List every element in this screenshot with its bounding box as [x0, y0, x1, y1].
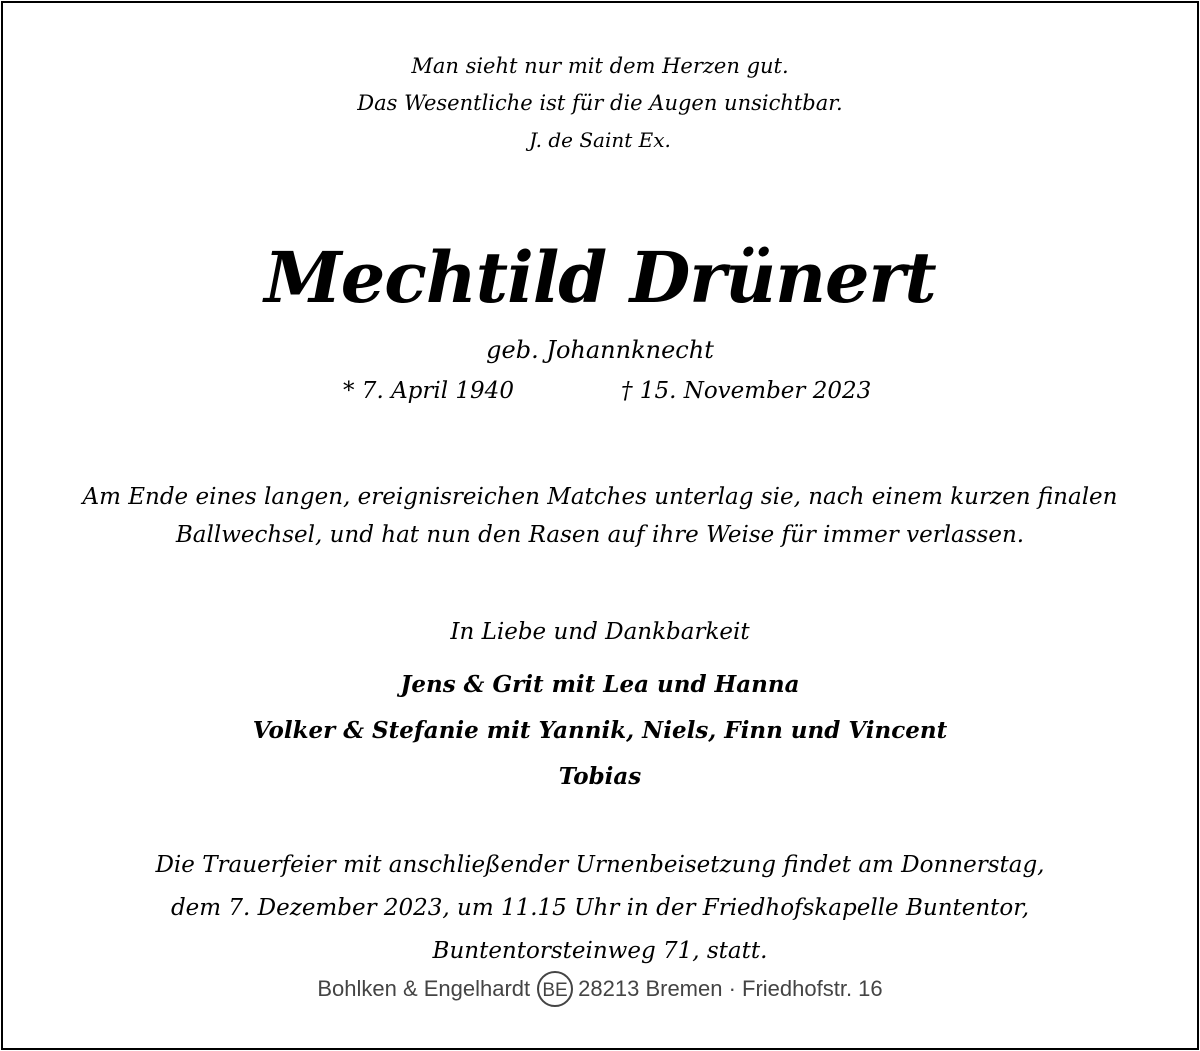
- undertaker-name: Bohlken & Engelhardt: [317, 976, 531, 1001]
- quote: [3, 48, 1197, 159]
- quote-line-1: Man sieht nur mit dem Herzen gut.: [411, 54, 789, 78]
- memorial-message: [3, 478, 1197, 554]
- memorial-message-line-2: Ballwechsel, und hat nun den Rasen auf ihre Weise für immer verlassen.: [175, 522, 1025, 548]
- quote-author: J. de Saint Ex.: [529, 128, 671, 152]
- maiden-name: geb. Johannknecht: [486, 336, 714, 364]
- obituary-notice: [1, 1, 1199, 1050]
- undertaker-footer: [3, 969, 1197, 1009]
- memorial-message-line-1: Am Ende eines langen, ereignisreichen Matches unterlag sie, nach einem kurzen finalen: [82, 484, 1118, 510]
- service-info-line-3: Buntentorsteinweg 71, statt.: [432, 938, 768, 964]
- life-dates: [3, 375, 1197, 407]
- logo-text: BE: [542, 980, 568, 1001]
- service-info-line-1: Die Trauerfeier mit anschließender Urnenbeisetzung findet am Donnerstag,: [155, 852, 1045, 878]
- undertaker-address: 28213 Bremen · Friedhofstr. 16: [578, 976, 883, 1001]
- family-list: [3, 662, 1197, 800]
- service-info: [3, 844, 1197, 973]
- family-member-line: Tobias: [558, 763, 642, 790]
- birth-date: * 7. April 1940: [343, 378, 514, 404]
- be-monogram-icon: [536, 970, 574, 1008]
- family-member-line: Jens & Grit mit Lea und Hanna: [400, 671, 800, 698]
- family-member-line: Volker & Stefanie mit Yannik, Niels, Finn und Vincent: [252, 717, 948, 744]
- service-info-line-2: dem 7. Dezember 2023, um 11.15 Uhr in der Friedhofskapelle Buntentor,: [170, 895, 1030, 921]
- quote-line-2: Das Wesentliche ist für die Augen unsichtbar.: [357, 91, 843, 115]
- deceased-name: Mechtild Drünert: [264, 236, 936, 319]
- closing-phrase: In Liebe und Dankbarkeit: [450, 619, 750, 645]
- death-date: † 15. November 2023: [621, 378, 872, 404]
